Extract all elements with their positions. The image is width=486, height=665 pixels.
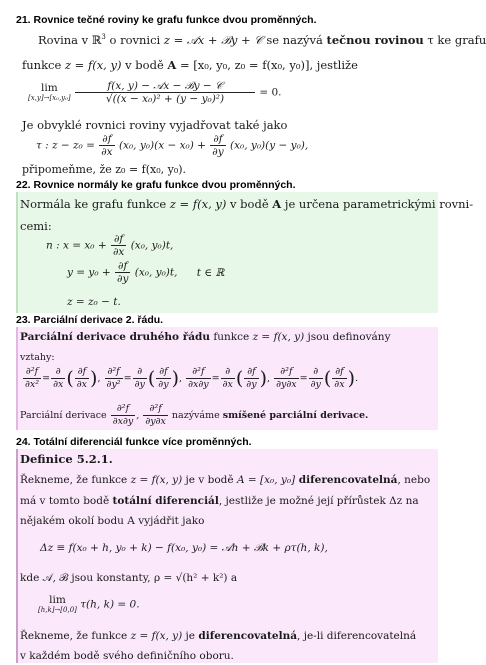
term-differentiable: diferencovatelná — [295, 474, 398, 486]
sec24-line-4: kde 𝒜, ℬ jsou konstanty, ρ = √(h² + k²) a — [20, 572, 238, 584]
sec24-line-1: Řekneme, že funkce z = f(x, y) je v bodě A = [x₀, y₀] diferencovatelná, nebo — [20, 474, 431, 486]
tau-limit-formula: lim [h,k]→[0,0] τ(h, k) = 0. — [38, 594, 140, 614]
sec23-line-2: vztahy: — [20, 352, 55, 363]
sec23-line-1: Parciální derivace druhého řádu funkce z = f(x, y) jsou definovány — [20, 331, 391, 343]
heading-22: 22. Rovnice normály ke grafu funkce dvou proměnných. — [16, 179, 296, 191]
term-second-order: Parciální derivace druhého řádu — [20, 331, 211, 343]
sec22-line-2: cemi: — [20, 219, 52, 233]
heading-23: 23. Parciální derivace 2. řádu. — [16, 314, 164, 326]
sec24-line-6: v každém bodě svého definičního oboru. — [20, 650, 234, 662]
sec21-tau-formula: τ : z − z₀ = $\frac{\partial f}{\partial x}$ (x₀, y₀)(x − x₀) + $\frac{\partial f}{\partial y}$ (x₀, y₀)(y − y₀), — [36, 133, 309, 158]
definition-label: Definice 5.2.1. — [20, 452, 113, 466]
sec24-line-2: má v tomto bodě totální diferenciál, jestliže je možné její přírůstek Δz na — [20, 495, 419, 507]
heading-24: 24. Totální diferenciál funkce více proměnných. — [16, 436, 252, 448]
normal-eq-x: n : x = x₀ + $\frac{\partial f}{\partial x}$ (x₀, y₀)t, — [46, 233, 174, 258]
sec23-line-3: Parciální derivace $\frac{\text{∂²f}}{\partial x\partial y}$ , $\frac{\text{∂²f}}{\partial y\partial x}$ nazýváme smíšené parciální derivace. — [20, 403, 369, 427]
sec24-line-3: nějakém okolí bodu A vyjádřit jako — [20, 515, 205, 527]
sec21-limit-formula: lim [x,y]→[x₀,y₀] $\frac{\text{f(x, y) − 𝒜x − ℬy − 𝒞}}{\text{√((x − x₀)² + (y − y₀)²)}}$ = 0. — [28, 80, 282, 105]
normal-eq-z: z = z₀ − t. — [67, 296, 121, 308]
term-tangent-plane: tečnou rovinou — [326, 33, 424, 47]
sec21-line-1: Rovina v ℝ$^3$ o rovnici z = 𝒜x + ℬy + 𝒞 se nazývá tečnou rovinou τ ke grafu — [38, 33, 486, 47]
term-total-differential: totální diferenciál — [112, 495, 219, 507]
sec21-line-3: Je obvyklé rovnici roviny vyjadřovat také jako — [22, 118, 288, 132]
term-mixed-derivatives: smíšené parciální derivace. — [222, 410, 369, 421]
heading-21: 21. Rovnice tečné roviny ke grafu funkce dvou proměnných. — [16, 14, 317, 26]
sec24-line-5: Řekneme, že funkce z = f(x, y) je diferencovatelná, je-li diferencovatelná — [20, 630, 417, 642]
sec21-line-2: funkce z = f(x, y) v bodě A = [x₀, y₀, z₀ = f(x₀, y₀)], jestliže — [22, 58, 358, 72]
sec21-line-4: připomeňme, že z₀ = f(x₀, y₀). — [22, 163, 187, 176]
sec22-line-1: Normála ke grafu funkce z = f(x, y) v bodě A je určena parametrickými rovni- — [20, 197, 474, 211]
normal-eq-y: y = y₀ + $\frac{\partial f}{\partial y}$ (x₀, y₀)t, t ∈ ℝ — [67, 260, 225, 285]
second-derivative-formulas: $\frac{\text{∂²f}}{\text{∂x²}}$ = $\frac{\partial}{\partial x}$ ( $\frac{\partial f}{\partial x}$ ), $\frac{\text{∂²f}}{\text{∂y²}}$ = $\frac{\partial}{\partial y}$ ( $\frac{\partial f}{\partial y}$ ), $\frac{\text{∂²f}}{\partial x\partial y}$ = $\frac{\partial}{\partial x}$ ( $\frac{\partial f}{\partial y}$ ), $\frac{\text{∂²f}}{\partial y\partial x}$ = $\frac{\partial}{\partial y}$ ( $\frac{\partial f}{\partial x}$ ). — [25, 366, 359, 390]
delta-z-formula: Δz ≡ f(x₀ + h, y₀ + k) − f(x₀, y₀) = 𝒜h + ℬk + ρτ(h, k), — [40, 542, 328, 554]
